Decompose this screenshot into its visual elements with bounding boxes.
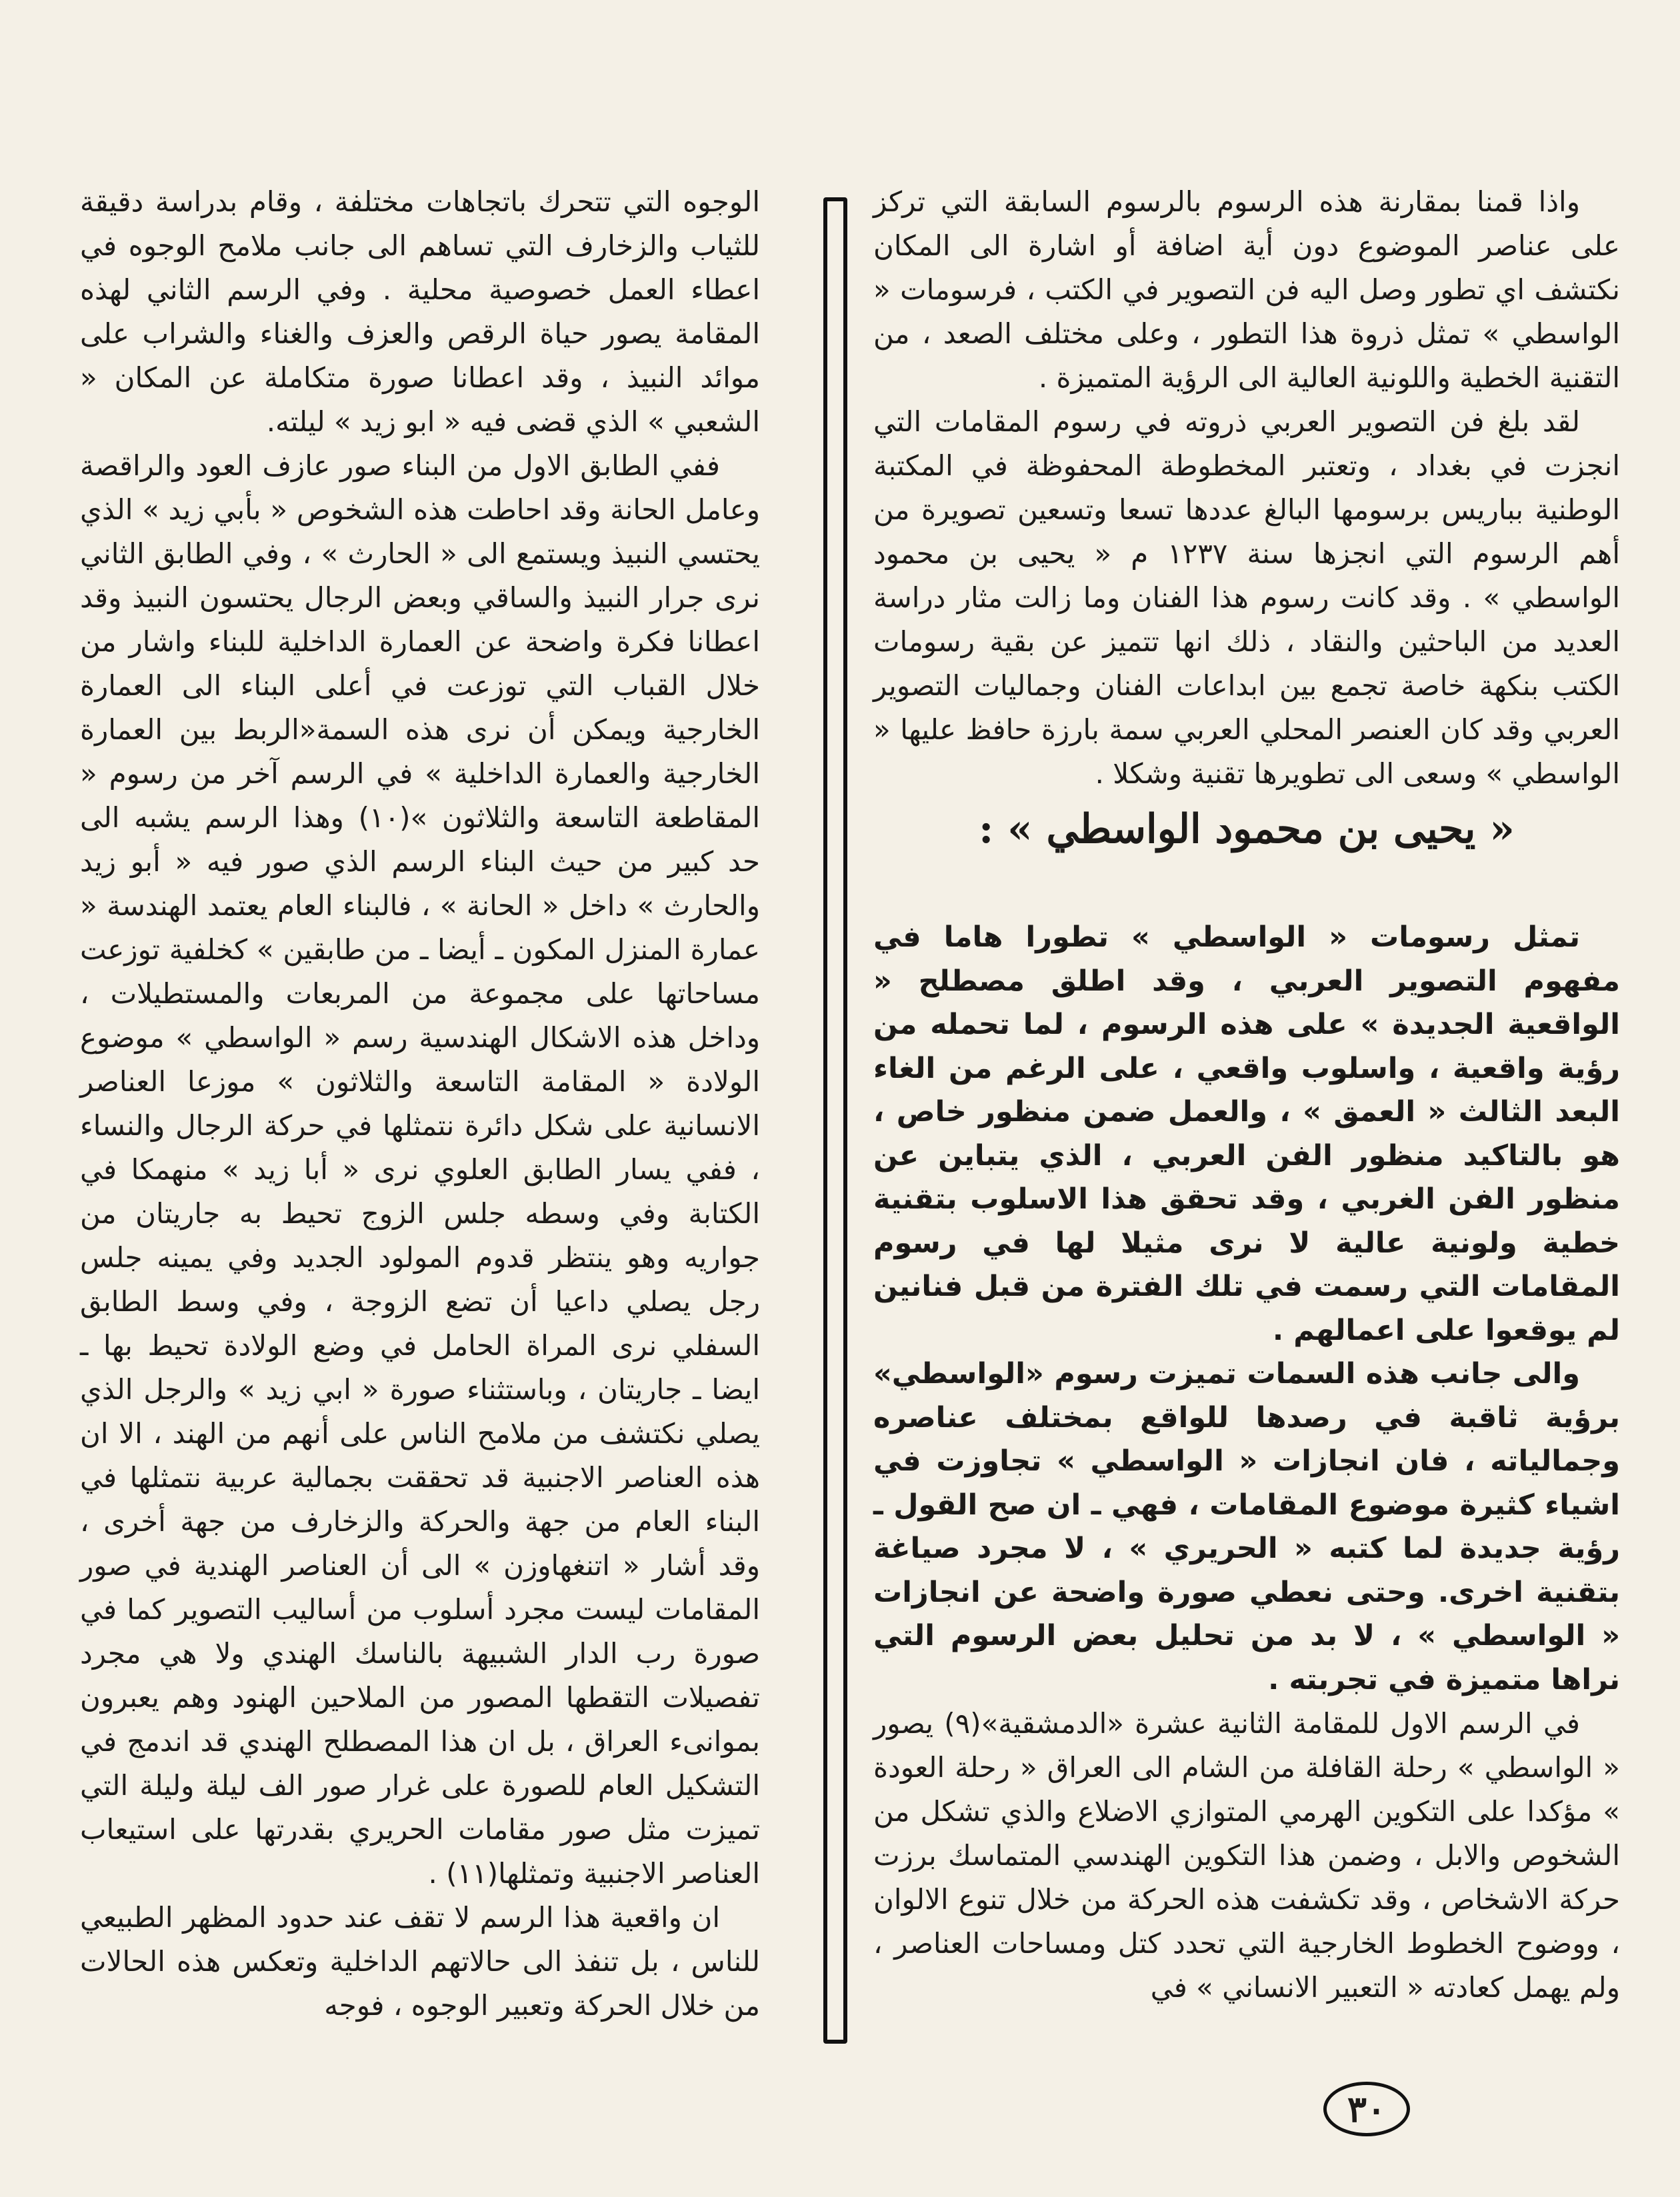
paragraph-arab-painting: لقد بلغ فن التصوير العربي ذروته في رسوم المقامات التي انجزت في بغداد ، وتعتبر المخطوطة المحفوظة في المكتبة الوطنية بباريس برسومها البالغ عددها تسعا وتسعين تصويرة من أهم الرسوم التي انجزها سنة ١٢٣٧ م « يحيى بن محمود الواسطي » . وقد كانت رسوم هذا الفنان وما زالت مثار دراسة العديد من الباحثين والنقاد ، ذلك انها تتميز عن بقية رسومات الكتب بنكهة خاصة تجمع بين ابداعات الفنان وجماليات التصوير العربي وقد كان العنصر المحلي العربي سمة بارزة حافظ عليها « الواسطي » وسعى الى تطويرها تقنية وشكلا . [873,405,1620,790]
paragraph-comparison: واذا قمنا بمقارنة هذه الرسوم بالرسوم السابقة التي تركز على عناصر الموضوع دون أية اضافة أو اشارة الى المكان نكتشف اي تطور وصل اليه فن التصوير في الكتب ، فرسومات « الواسطي » تمثل ذروة هذا التطور ، وعلى مختلف الصعد ، من التقنية الخطية واللونية العالية الى الرؤية المتميزة . [873,185,1620,394]
right-column [873,180,1620,2010]
paragraph-realism: ان واقعية هذا الرسم لا تقف عند حدود المظهر الطبيعي للناس ، بل تنفذ الى حالاتهم الداخلية وتعكس هذه الحالات من خلال الحركة وتعبير الوجوه ، فوجه [80,1901,760,2022]
section-heading: « يحيى بن محمود الواسطي » : [979,806,1515,853]
column-divider [823,197,847,2044]
page-number-badge: ٣٠ [1323,2082,1410,2136]
paragraph-faces-clothing: الوجوه التي تتحرك باتجاهات مختلفة ، وقام بدراسة دقيقة للثياب والزخارف التي تساهم الى جانب ملامح الوجوه في اعطاء العمل خصوصية محلية . وفي الرسم الثاني لهذه المقامة يصور حياة الرقص والعزف والغناء والشراب على موائد النبيذ ، وقد اعطانا صورة متكاملة عن المكان « الشعبي » الذي قضى فيه « ابو زيد » ليلته. [80,185,760,438]
paragraph-damascus-maqama: في الرسم الاول للمقامة الثانية عشرة «الدمشقية»(٩) يصور « الواسطي » رحلة القافلة من الشام الى العراق « رحلة العودة » مؤكدا على التكوين الهرمي المتوازي الاضلاع والذي تشكل من الشخوص والابل ، وضمن هذا التكوين الهندسي المتماسك برزت حركة الاشخاص ، وقد تكشفت هذه الحركة من خلال تنوع الالوان ، ووضوح الخطوط الخارجية التي تحدد كتل ومساحات العناصر ، ولم يهمل كعادته « التعبير الانساني » في [873,1707,1620,2004]
paragraph-wasiti-realism: تمثل رسومات « الواسطي » تطورا هاما في مفهوم التصوير العربي ، وقد اطلق مصطلح « الواقعية الجديدة » على هذه الرسوم ، لما تحمله من رؤية واقعية ، واسلوب واقعي ، على الرغم من الغاء البعد الثالث « العمق » ، والعمل ضمن منظور خاص ، هو بالتاكيد منظور الفن العربي ، الذي يتباين عن منظور الفن الغربي ، وقد تحقق هذا الاسلوب بتقنية خطية ولونية عالية لا نرى مثيلا لها في رسوم المقامات التي رسمت في تلك الفترة من قبل فنانين لم يوقعوا على اعمالهم . [873,921,1620,1347]
section-gap [873,863,1620,916]
paragraph-tavern-architecture: ففي الطابق الاول من البناء صور عازف العود والراقصة وعامل الحانة وقد احاطت هذه الشخوص « بأبي زيد » الذي يحتسي النبيذ ويستمع الى « الحارث » ، وفي الطابق الثاني نرى جرار النبيذ والساقي وبعض الرجال يحتسون النبيذ وقد اعطانا فكرة واضحة عن العمارة الداخلية للبناء واشار من خلال القباب التي توزعت في أعلى البناء الى العمارة الخارجية ويمكن أن نرى هذه السمة«الربط بين العمارة الخارجية والعمارة الداخلية » في الرسم آخر من رسوم « المقاطعة التاسعة والثلاثون »(١٠) وهذا الرسم يشبه الى حد كبير من حيث البناء الرسم الذي صور فيه « أبو زيد والحارث » داخل « الحانة » ، فالبناء العام يعتمد الهندسة « عمارة المنزل المكون ـ أيضا ـ من طابقين » كخلفية توزعت مساحاتها على مجموعة من المربعات والمستطيلات ، وداخل هذه الاشكال الهندسية رسم « الواسطي » موضوع الولادة « المقامة التاسعة والثلاثون » موزعا العناصر الانسانية على شكل دائرة نتمثلها في حركة الرجال والنساء ، ففي يسار الطابق العلوي نرى « أبا زيد » منهمكا في الكتابة وفي وسطه جلس الزوج تحيط به جاريتان من جواريه وهو ينتظر قدوم المولود الجديد وفي يمينه جلس رجل يصلي داعيا أن تضع الزوجة ، وفي وسط الطابق السفلي نرى المراة الحامل في وضع الولادة تحيط بها ـ ايضا ـ جاريتان ، وباستثناء صورة « ابي زيد » والرجل الذي يصلي نكتشف من ملامح الناس على أنهم من الهند ، الا ان هذه العناصر الاجنبية قد تحققت بجمالية عربية نتمثلها في البناء العام من جهة والحركة والزخارف من جهة أخرى ، وقد أشار « اتنغهاوزن » الى أن العناصر الهندية في صور المقامات ليست مجرد أسلوب من أساليب التصوير كما في صورة رب الدار الشبيهة بالناسك الهندي ولا هي مجرد تفصيلات التقطها المصور من الملاحين الهنود وهم يعبرون بموانىء العراق ، بل ان هذا المصطلح الهندي قد اندمج في التشكيل العام للصورة على غرار صور الف ليلة وليلة التي تميزت مثل صور مقامات الحريري بقدرتها على استيعاب العناصر الاجنبية وتمثلها(١١) . [80,449,760,1890]
left-column [80,180,760,2028]
paragraph-wasiti-vision: والى جانب هذه السمات تميزت رسوم «الواسطي» برؤية ثاقبة في رصدها للواقع بمختلف عناصره وجمالياته ، فان انجازات « الواسطي » تجاوزت في اشياء كثيرة موضوع المقامات ، فهي ـ ان صح القول ـ رؤية جديدة لما كتبه « الحريري » ، لا مجرد صياغة بتقنية اخرى. وحتى نعطي صورة واضحة عن انجازات « الواسطي » ، لا بد من تحليل بعض الرسوم التي نراها متميزة في تجربته . [873,1357,1620,1696]
